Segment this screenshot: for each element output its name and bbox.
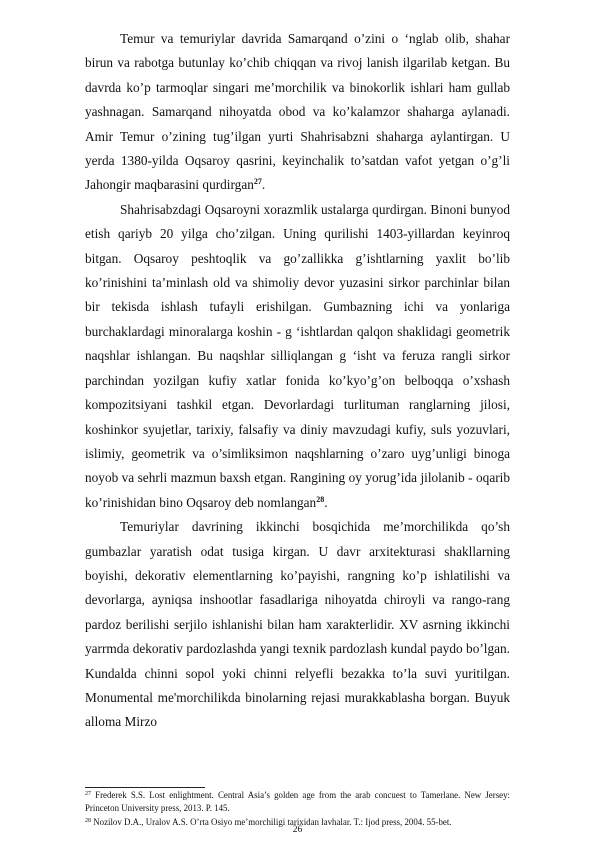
paragraph-end: . (324, 494, 328, 510)
paragraph-3 (85, 515, 510, 735)
footnote-number: 28 (85, 817, 91, 824)
body-text (85, 27, 510, 735)
page-number: 26 (292, 825, 303, 835)
footnote-ref[interactable]: 28 (316, 494, 325, 504)
footnote-ref[interactable]: 27 (253, 177, 262, 187)
footnotes (85, 789, 510, 829)
footnote-divider (85, 787, 205, 788)
footnote-text: Nozilov D.A., Uralov A.S. O’rta Osiyo me’morchiligi tarixidan lavhalar. T.: Ijod press, 2004. 55-bet. (91, 816, 452, 827)
paragraph-1 (85, 27, 510, 198)
paragraph-text: Temuriylar davrining ikkinchi bosqichida me’morchilikda qo’sh gumbazlar yaratish odat tusiga kirgan. U davr arxitekturasi shakllarning boyishi, dekorativ elementlarning ko’payishi, rangning ko’p ishlatilishi va devorlarga, ayniqsa inshootlar fasadlariga nihoyatda chiroyli va rango-rang pardoz berilishi serjilo ishlanishi bilan ham xarakterlidir. XV asrning ikkinchi yarrmda dekorativ pardozlashda yangi texnik pardozlash kundal paydo bo’lgan. Kundalda chinni sopol yoki chinni relyefli bezakka to’la suvi yuritilgan. Monumental me'morchilikda binolarning rejasi murakkablasha borgan. Buyuk alloma Mirzo (85, 519, 510, 730)
footnote-text: Frederek S.S. Lost enlightment. Central Asia’s golden age from the arab concuest to Tamerlane. New Jersey: Princeton University press, 2013. P. 145. (85, 790, 510, 814)
footnote-number: 27 (85, 791, 91, 797)
paragraph-2 (85, 198, 510, 515)
paragraph-end: . (261, 177, 266, 193)
paragraph-text: Shahrisabzdagi Oqsaroyni xorazmlik ustalarga qurdirgan. Binoni bunyod etish qariyb 20 yilga cho’zilgan. Uning qurilishi 1403-yillardan keyinroq bitgan. Oqsaroy peshtoqlik va go’zallikka g’ishtlarning yaxlit bo’lib ko’rinishini ta’minlash old va shimoliy devor yuzasini sirkor parchinlar bilan bir tekisda ishlash tufayli erishilgan. Gumbazning ichi va yonlariga burchaklardagi minoralarga koshin - g ‘ishtlardan qalqon shaklidagi geometrik naqshlar ishlangan. Bu naqshlar silliqlangan g ‘isht va feruza rangli sirkor parchindan yozilgan kufiy xatlar fonida ko’kyo’g’on belboqqa o’xshash kompozitsiyani tashkil etgan. Devorlardagi turlituman ranglarning jilosi, koshinkor syujetlar, tarixiy, falsafiy va diniy mavzudagi kufiy, suls yozuvlari, islimiy, geometrik va o’simliksimon naqshlarning o’zaro uyg’unligi binoga noyob va sehrli mazmun baxsh etgan. Rangining oy yorug’ida jilolanib - oqarib ko’rinishidan bino Oqsaroy deb nomlangan (85, 201, 510, 510)
footnote-27 (85, 789, 510, 816)
paragraph-text: Temur va temuriylar davrida Samarqand o’zini o ‘nglab olib, shahar birun va rabotga butunlay ko’chib chiqqan va rivoj lanish ilgarilab ketgan. Bu davrda ko’p tarmoqlar singari me’morchilik va binokorlik ishlari ham gullab yashnagan. Samarqand nihoyatda obod va ko’kalamzor shaharga aylanadi. Amir Temur o’zining tug’ilgan yurti Shahrisabzni shaharga aylantirgan. U yerda 1380-yilda Oqsaroy qasrini, keyinchalik to’satdan vafot yetgan o’g’li Jahongir maqbarasini qurdirgan (85, 31, 510, 193)
